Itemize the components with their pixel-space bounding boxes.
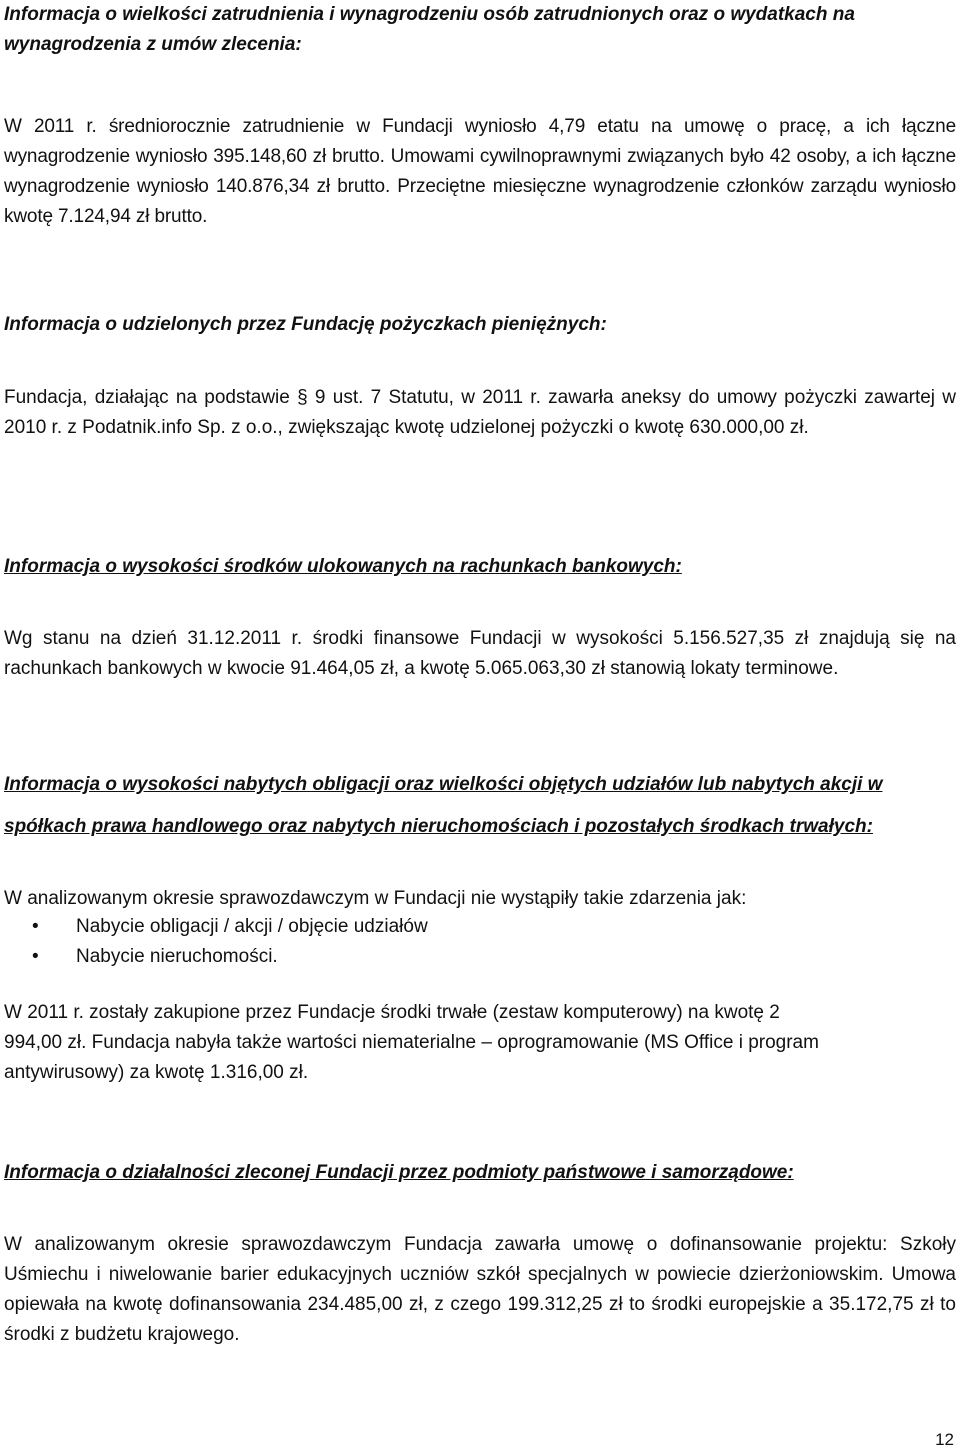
acquisitions-list	[4, 912, 956, 972]
heading-acquisitions-line-2: spółkach prawa handlowego oraz nabytych nieruchomościach i pozostałych środkach trwałych:	[4, 816, 873, 837]
paragraph-loans: Fundacja, działając na podstawie § 9 ust. 7 Statutu, w 2011 r. zawarła aneksy do umowy pożyczki zawartej w 2010 r. z Podatnik.info Sp. z o.o., zwiększając kwotę udzielonej pożyczki o kwotę 630.000,00 zł.	[4, 387, 956, 438]
heading-commissioned-activity: Informacja o działalności zleconej Fundacji przez podmioty państwowe i samorządowe:	[4, 1162, 794, 1183]
heading-loans: Informacja o udzielonych przez Fundację pożyczkach pieniężnych:	[4, 314, 607, 335]
acquisitions-intro: W analizowanym okresie sprawozdawczym w Fundacji nie wystąpiły takie zdarzenia jak:	[4, 888, 747, 909]
list-item	[4, 912, 956, 942]
list-item-text: Nabycie obligacji / akcji / objęcie udziałów	[76, 916, 428, 937]
fixed-assets-line-3: antywirusowy) za kwotę 1.316,00 zł.	[4, 1062, 309, 1083]
bullet-icon: •	[32, 916, 39, 937]
page-number: 12	[935, 1430, 954, 1449]
bullet-icon: •	[32, 946, 39, 967]
paragraph-commissioned-activity: W analizowanym okresie sprawozdawczym Fundacja zawarła umowę o dofinansowanie projektu: Szkoły Uśmiechu i niwelowanie barier edukacyjnych uczniów szkół specjalnych w powiecie dzierżoniowskim. Umowa opiewała na kwotę dofinansowania 234.485,00 zł, z czego 199.312,25 zł to środki europejskie a 35.172,75 zł to środki z budżetu krajowego.	[4, 1234, 956, 1345]
paragraph-employment: W 2011 r. średniorocznie zatrudnienie w Fundacji wyniosło 4,79 etatu na umowę o pracę, a ich łączne wynagrodzenie wyniosło 395.148,60 zł brutto. Umowami cywilnoprawnymi związanych było 42 osoby, a ich łączne wynagrodzenie wyniosło 140.876,34 zł brutto. Przeciętne miesięczne wynagrodzenie członków zarządu wyniosło kwotę 7.124,94 zł brutto.	[4, 116, 956, 227]
list-item	[4, 942, 956, 972]
fixed-assets-line-1: W 2011 r. zostały zakupione przez Fundacje środki trwałe (zestaw komputerowy) na kwotę 2	[4, 1002, 780, 1023]
paragraph-bank-funds: Wg stanu na dzień 31.12.2011 r. środki finansowe Fundacji w wysokości 5.156.527,35 zł znajdują się na rachunkach bankowych w kwocie 91.464,05 zł, a kwotę 5.065.063,30 zł stanowią lokaty terminowe.	[4, 628, 956, 679]
heading-bank-funds: Informacja o wysokości środków ulokowanych na rachunkach bankowych:	[4, 556, 682, 577]
heading-employment: Informacja o wielkości zatrudnienia i wynagrodzeniu osób zatrudnionych oraz o wydatkach na wynagrodzenia z umów zlecenia:	[4, 4, 855, 55]
fixed-assets-line-2: 994,00 zł. Fundacja nabyła także wartości niematerialne – oprogramowanie (MS Office i program	[4, 1032, 819, 1053]
list-item-text: Nabycie nieruchomości.	[76, 946, 278, 967]
heading-acquisitions-line-1: Informacja o wysokości nabytych obligacji oraz wielkości objętych udziałów lub nabytych akcji w	[4, 774, 883, 795]
